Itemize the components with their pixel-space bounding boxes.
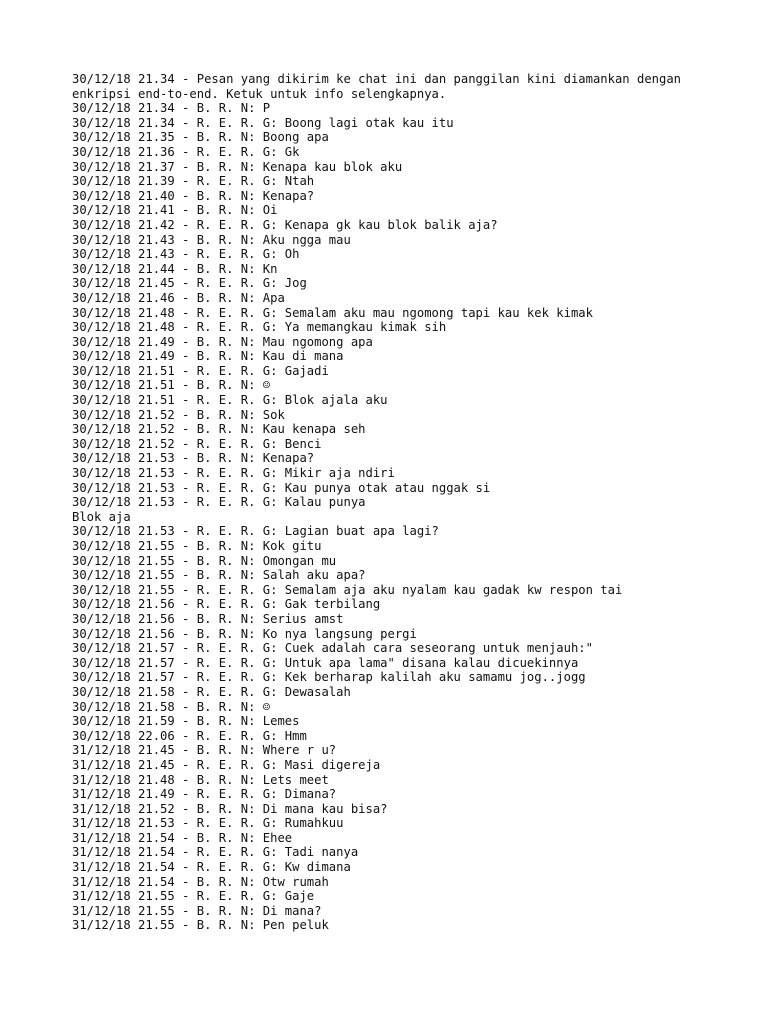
chat-log-line: 30/12/18 21.40 - B. R. N: Kenapa? bbox=[72, 188, 315, 203]
chat-log-line: 30/12/18 21.46 - B. R. N: Apa bbox=[72, 290, 285, 305]
chat-log-line: 30/12/18 21.51 - R. E. R. G: Blok ajala aku bbox=[72, 393, 388, 408]
chat-log-line: 30/12/18 21.34 - B. R. N: P bbox=[72, 101, 271, 116]
chat-log-line: 30/12/18 21.43 - B. R. N: Aku ngga mau bbox=[72, 232, 351, 247]
chat-log-line: 30/12/18 21.49 - B. R. N: Kau di mana bbox=[72, 349, 344, 364]
chat-log-line: 31/12/18 21.48 - B. R. N: Lets meet bbox=[72, 772, 329, 787]
chat-log-line: 30/12/18 21.55 - B. R. N: Omongan mu bbox=[72, 553, 337, 568]
chat-log-line: 30/12/18 21.57 - R. E. R. G: Kek berharap kalilah aku samamu jog..jogg bbox=[72, 670, 586, 685]
chat-log-line: 30/12/18 21.53 - R. E. R. G: Kalau punya bbox=[72, 495, 366, 510]
chat-log-line: 30/12/18 21.58 - R. E. R. G: Dewasalah bbox=[72, 684, 351, 699]
chat-log-line: 30/12/18 21.56 - B. R. N: Serius amst bbox=[72, 611, 344, 626]
chat-log-line: 30/12/18 21.43 - R. E. R. G: Oh bbox=[72, 247, 300, 262]
chat-log-line: 30/12/18 21.53 - R. E. R. G: Lagian buat apa lagi? bbox=[72, 524, 439, 539]
chat-log-line: 30/12/18 21.53 - B. R. N: Kenapa? bbox=[72, 451, 315, 466]
chat-log-line: 30/12/18 21.56 - R. E. R. G: Gak terbilang bbox=[72, 597, 381, 612]
chat-log-line: enkripsi end-to-end. Ketuk untuk info selengkapnya. bbox=[72, 86, 447, 101]
chat-log-line: 31/12/18 21.55 - R. E. R. G: Gaje bbox=[72, 889, 315, 904]
chat-log-line: 30/12/18 21.59 - B. R. N: Lemes bbox=[72, 714, 300, 729]
chat-log-line: 30/12/18 21.34 - R. E. R. G: Boong lagi otak kau itu bbox=[72, 115, 454, 130]
chat-log-line: Blok aja bbox=[72, 509, 131, 524]
chat-log-line: 31/12/18 21.54 - B. R. N: Ehee bbox=[72, 830, 293, 845]
chat-log-line: 30/12/18 21.52 - B. R. N: Sok bbox=[72, 407, 285, 422]
chat-log-line: 30/12/18 21.55 - R. E. R. G: Semalam aja aku nyalam kau gadak kw respon tai bbox=[72, 582, 623, 597]
chat-log-line: 30/12/18 21.51 - R. E. R. G: Gajadi bbox=[72, 363, 329, 378]
chat-log-line: 30/12/18 21.52 - R. E. R. G: Benci bbox=[72, 436, 322, 451]
chat-log-line: 31/12/18 21.45 - R. E. R. G: Masi digereja bbox=[72, 757, 381, 772]
chat-log-line: 31/12/18 21.52 - B. R. N: Di mana kau bisa? bbox=[72, 801, 388, 816]
chat-log-line: 30/12/18 21.44 - B. R. N: Kn bbox=[72, 261, 278, 276]
chat-log-line: 30/12/18 21.42 - R. E. R. G: Kenapa gk kau blok balik aja? bbox=[72, 217, 498, 232]
chat-log-line: 30/12/18 21.52 - B. R. N: Kau kenapa seh bbox=[72, 422, 366, 437]
chat-log-line: 30/12/18 21.41 - B. R. N: Oi bbox=[72, 203, 278, 218]
chat-log-line: 30/12/18 21.34 - Pesan yang dikirim ke chat ini dan panggilan kini diamankan dengan bbox=[72, 72, 682, 86]
chat-log-line: 31/12/18 21.54 - R. E. R. G: Tadi nanya bbox=[72, 845, 359, 860]
chat-log-line: 31/12/18 21.53 - R. E. R. G: Rumahkuu bbox=[72, 816, 344, 831]
chat-log-line: 30/12/18 21.51 - B. R. N: ☺ bbox=[72, 378, 271, 393]
chat-log-line: 30/12/18 21.48 - R. E. R. G: Semalam aku mau ngomong tapi kau kek kimak bbox=[72, 305, 593, 320]
chat-log-line: 30/12/18 21.57 - R. E. R. G: Cuek adalah cara seseorang untuk menjauh:" bbox=[72, 641, 593, 656]
chat-log-line: 31/12/18 21.54 - R. E. R. G: Kw dimana bbox=[72, 860, 351, 875]
chat-log-line: 31/12/18 21.45 - B. R. N: Where r u? bbox=[72, 743, 337, 758]
chat-log-line: 31/12/18 21.55 - B. R. N: Di mana? bbox=[72, 903, 322, 918]
chat-log-line: 30/12/18 21.37 - B. R. N: Kenapa kau blok aku bbox=[72, 159, 403, 174]
chat-log-line: 30/12/18 21.35 - B. R. N: Boong apa bbox=[72, 130, 329, 145]
chat-log-line: 30/12/18 22.06 - R. E. R. G: Hmm bbox=[72, 728, 307, 743]
chat-log-line: 30/12/18 21.55 - B. R. N: Salah aku apa? bbox=[72, 568, 366, 583]
chat-log-line: 30/12/18 21.36 - R. E. R. G: Gk bbox=[72, 144, 300, 159]
chat-log-line: 30/12/18 21.58 - B. R. N: ☺ bbox=[72, 699, 271, 714]
chat-log-line: 30/12/18 21.56 - B. R. N: Ko nya langsung pergi bbox=[72, 626, 417, 641]
chat-log-line: 30/12/18 21.53 - R. E. R. G: Mikir aja ndiri bbox=[72, 466, 395, 481]
chat-log-line: 31/12/18 21.54 - B. R. N: Otw rumah bbox=[72, 874, 329, 889]
chat-log-line: 30/12/18 21.45 - R. E. R. G: Jog bbox=[72, 276, 307, 291]
chat-log-line: 30/12/18 21.48 - R. E. R. G: Ya memangkau kimak sih bbox=[72, 320, 447, 335]
chat-log-line: 30/12/18 21.57 - R. E. R. G: Untuk apa lama" disana kalau dicuekinnya bbox=[72, 655, 579, 670]
chat-log-line: 30/12/18 21.49 - B. R. N: Mau ngomong apa bbox=[72, 334, 373, 349]
chat-log-line: 30/12/18 21.53 - R. E. R. G: Kau punya otak atau nggak si bbox=[72, 480, 491, 495]
chat-log-line: 30/12/18 21.39 - R. E. R. G: Ntah bbox=[72, 174, 315, 189]
chat-log-line: 30/12/18 21.55 - B. R. N: Kok gitu bbox=[72, 539, 322, 553]
chat-log-line: 31/12/18 21.55 - B. R. N: Pen peluk bbox=[72, 918, 329, 933]
chat-log-document bbox=[72, 72, 732, 933]
chat-log-line: 31/12/18 21.49 - R. E. R. G: Dimana? bbox=[72, 787, 337, 802]
